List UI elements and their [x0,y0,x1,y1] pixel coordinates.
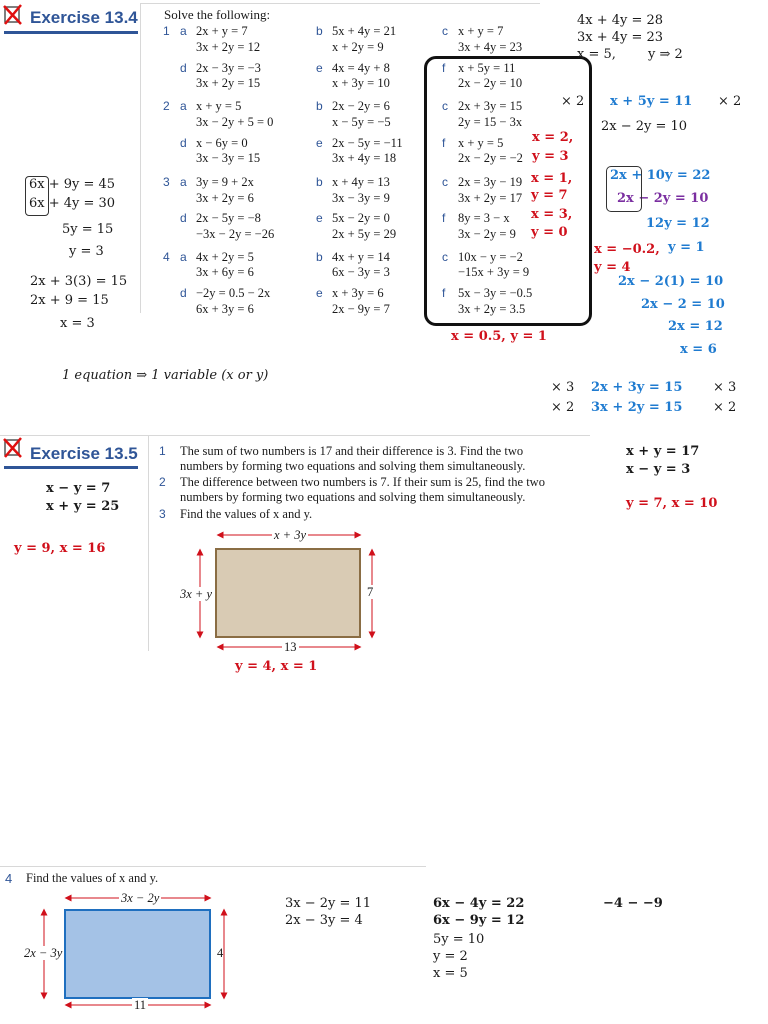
work-line: 3x + 2y = 15 [591,400,683,415]
equation: x + 3y = 6 [332,286,384,300]
equation: 2y = 15 − 3x [458,115,523,129]
answer-note: x = 3, [531,207,573,222]
question-text: Find the values of x and y. [180,507,313,521]
part-label: c [442,250,448,264]
multiplier: × 2 [718,94,742,109]
work-line: 2x − 2 = 10 [641,297,725,312]
crossed-checkbox-icon [3,437,23,459]
part-label: c [442,24,448,38]
answer-note: x = 1, [531,171,573,186]
part-label: d [180,136,187,150]
divider [148,436,149,651]
work-line: 4x + 4y = 28 [577,13,664,28]
part-label: f [442,286,446,300]
work-line: 2x + 3(3) = 15 [30,274,128,289]
part-label: a [180,24,187,38]
equation: 3x + 4y = 23 [458,40,523,54]
equation: 6x − 3y = 3 [332,265,390,279]
annotation-box [606,166,642,212]
equation: x − 5y = −5 [332,115,391,129]
equation: 4x + 2y = 5 [196,250,254,264]
work-line: 2x − 3y = 4 [285,913,363,928]
exercise-title: Exercise 13.5 [30,444,138,463]
equation: 2x + 5y = 29 [332,227,397,241]
equation: x + 4y = 13 [332,175,390,189]
equation: −2y = 0.5 − 2x [196,286,271,300]
divider [0,435,590,436]
multiplier: × 2 [713,400,737,415]
equation: 3x + 2y = 3.5 [458,302,526,316]
part-label: c [442,99,448,113]
answer-note: y = 4, x = 1 [235,659,318,674]
answer-note: y = 0 [531,225,568,240]
question-number: 2 [163,99,170,113]
equation: x + 5y = 11 [458,61,516,75]
side-label-top: 3x − 2y [121,891,160,905]
question-number: 1 [159,444,166,458]
part-label: d [180,61,187,75]
work-line: 3x + 4y = 23 [577,30,664,45]
equation: 4x = 4y + 8 [332,61,390,75]
equation: 2x + 3y = 15 [458,99,523,113]
equation: 2x − 2y = 6 [332,99,390,113]
work-line: x = 5 [433,966,468,981]
part-label: c [442,175,448,189]
work-line: x + 5y = 11 [610,94,693,109]
multiplier: × 3 [713,380,737,395]
work-line: 2x − 2(1) = 10 [618,274,724,289]
side-label-right: 7 [367,585,374,599]
answer-note: x = 0.5, y = 1 [451,329,547,344]
work-line: x + y = 17 [626,444,700,459]
crossed-checkbox-icon [3,4,23,26]
equation: 3x + 4y = 18 [332,151,397,165]
part-label: a [180,250,187,264]
work-line: x = 5, [577,47,616,62]
work-line: 2x − 2y = 10 [617,191,709,206]
equation: 3x − 2y + 5 = 0 [196,115,274,129]
side-label-bottom: 13 [284,640,297,654]
multiplier: × 2 [561,94,585,109]
answer-note: y = 9, x = 16 [14,541,106,556]
question-number: 3 [163,175,170,189]
title-underline [4,466,138,469]
work-line [433,913,524,929]
work-line: 5y = 15 [62,222,114,237]
handwritten-note: 1 equation ⇒ 1 variable (x or y) [62,368,269,383]
work-line: 12y = 12 [646,216,710,231]
equation: 3x + 2y = 15 [196,76,261,90]
question-number: 4 [5,871,13,886]
work-line: x + y = 25 [46,499,120,514]
answer-note: x = 2, [532,130,574,145]
equation: 3x − 2y = 9 [458,227,516,241]
equation: 2x − 9y = 7 [332,302,390,316]
equation: 2x − 3y = −3 [196,61,261,75]
work-line: 3x − 2y = 11 [285,896,372,911]
work-text: 6x − 9y = 12 [433,913,525,928]
part-label: d [180,286,187,300]
work-line: x − y = 7 [46,481,111,496]
exercise-title: Exercise 13.4 [30,8,138,27]
question-number: 4 [163,250,170,264]
equation: x + 2y = 9 [332,40,384,54]
instruction: Solve the following: [164,7,271,22]
divider [0,866,426,867]
work-line: 2x + 9 = 15 [30,293,109,308]
answer-note: y = 3 [532,149,569,164]
multiplier: × 3 [551,380,575,395]
work-line: y = 3 [69,244,104,259]
part-label: a [180,175,187,189]
equation: 3x + 2y = 17 [458,191,523,205]
answer-note: y = 7, x = 10 [626,496,718,511]
equation: 6x + 3y = 6 [196,302,254,316]
side-label-right: 4 [217,946,224,960]
part-label: b [316,175,323,189]
work-line: y ⇒ 2 [648,47,683,62]
side-label-bottom: 11 [134,998,147,1012]
work-line: 6x + 9y = 45 [29,177,116,192]
divider [140,3,141,313]
equation: 2x − 5y = −11 [332,136,403,150]
part-label: b [316,250,323,264]
equation: 2x − 2y = 10 [458,76,523,90]
part-label: b [316,99,323,113]
equation: −15x + 3y = 9 [458,265,530,279]
question-text: The difference between two numbers is 7. If their sum is 25, find the two [180,475,545,489]
equation: x + y = 5 [196,99,242,113]
equation: 3y = 9 + 2x [196,175,254,189]
part-label: e [316,61,323,75]
answer-note: y = 4 [594,260,631,275]
question-text: The sum of two numbers is 17 and their difference is 3. Find the two [180,444,524,458]
part-label: f [442,211,446,225]
side-label-left: 2x − 3y [24,946,63,960]
work-line: 2x = 12 [668,319,723,334]
equation: 3x + 2y = 12 [196,40,261,54]
equation: 3x + 2y = 6 [196,191,254,205]
answer-note: x = −0.2, [594,242,660,257]
work-line: 2x + 10y = 22 [610,168,711,183]
part-label: e [316,211,323,225]
title-underline [4,31,138,34]
part-label: b [316,24,323,38]
part-label: e [316,136,323,150]
work-line: −4 − −9 [603,896,663,911]
work-line: y = 1 [668,240,705,255]
work-line: y = 2 [433,949,468,964]
equation: −3x − 2y = −26 [196,227,275,241]
part-label: f [442,61,446,75]
equation: 5x − 2y = 0 [332,211,390,225]
work-line: 2x + 3y = 15 [591,380,683,395]
part-label: e [316,286,323,300]
multiplier: × 2 [551,400,575,415]
question-number: 1 [163,24,170,38]
equation: 3x − 3y = 15 [196,151,261,165]
side-label-left: 3x + y [180,587,213,601]
equation: 3x + 6y = 6 [196,265,254,279]
equation: 8y = 3 − x [458,211,510,225]
work-line: 6x + 4y = 30 [29,196,116,211]
equation: x + y = 7 [458,24,504,38]
work-line: x = 6 [680,342,717,357]
side-label-top: x + 3y [274,528,307,542]
question-number: 2 [159,475,166,489]
equation: x + 3y = 10 [332,76,390,90]
divider [140,3,540,4]
equation: 5x − 3y = −0.5 [458,286,533,300]
equation: 4x + y = 14 [332,250,390,264]
work-line [433,896,524,912]
question-number: 3 [159,507,166,521]
work-line: x = 3 [60,316,95,331]
answer-note: y = 7 [531,188,568,203]
equation: 5x + 4y = 21 [332,24,397,38]
work-line: x − y = 3 [626,462,691,477]
work-text: 6x − 4y = 22 [433,896,525,911]
work-line: 2x − 2y = 10 [601,119,688,134]
part-label: a [180,99,187,113]
equation: 2x = 3y − 19 [458,175,523,189]
question-text: numbers by forming two equations and solving them simultaneously. [180,490,526,504]
part-label: f [442,136,446,150]
question-text: Find the values of x and y. [26,871,159,885]
equation: 2x − 2y = −2 [458,151,523,165]
equation: 2x + y = 7 [196,24,248,38]
part-label: d [180,211,187,225]
equation: 10x − y = −2 [458,250,523,264]
equation: x + y = 5 [458,136,504,150]
equation: 3x − 3y = 9 [332,191,390,205]
work-line: 5y = 10 [433,932,485,947]
equation: 2x − 5y = −8 [196,211,261,225]
equation: x − 6y = 0 [196,136,248,150]
question-text: numbers by forming two equations and solving them simultaneously. [180,459,526,473]
